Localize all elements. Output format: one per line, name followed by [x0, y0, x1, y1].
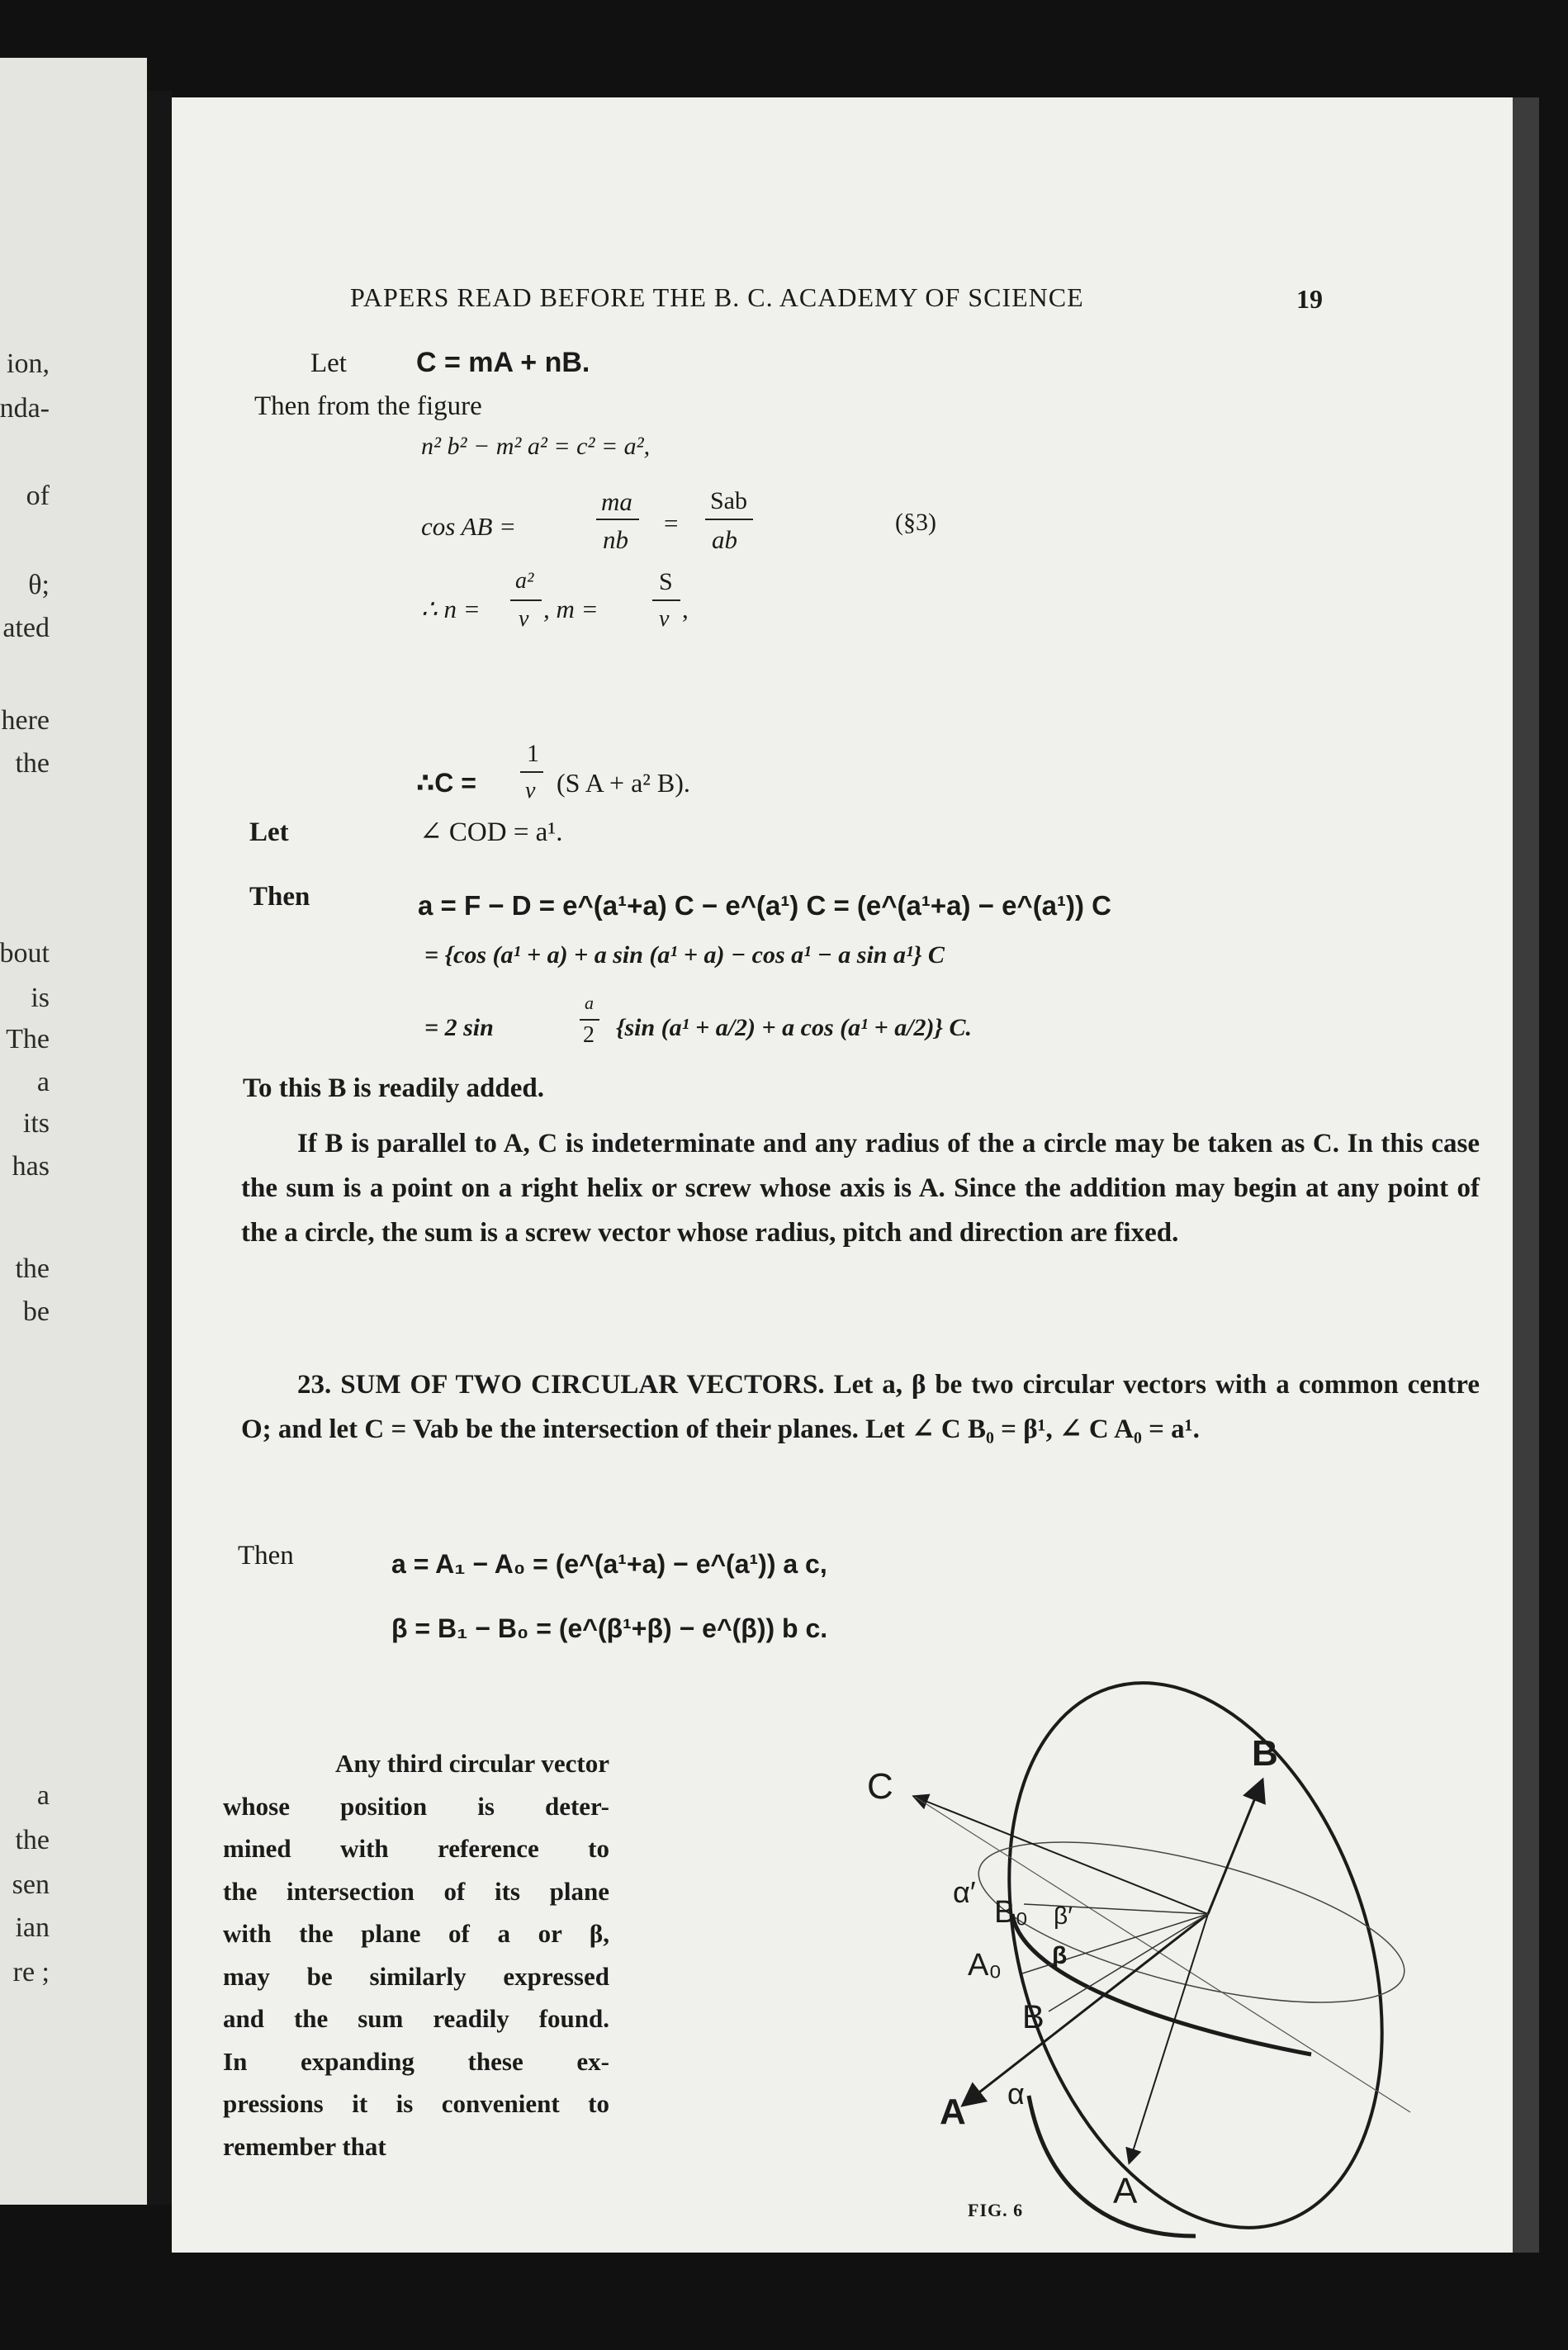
left-page-fragment: of [26, 481, 50, 511]
left-page-fragment: a [36, 1067, 50, 1097]
sidebar-line: the intersection of its plane [223, 1876, 609, 1906]
fraction-numerator: a [585, 993, 594, 1013]
left-page-fragment: is [31, 983, 50, 1013]
let-label: Let [310, 348, 347, 378]
fraction-denominator: v [659, 606, 670, 632]
equation-2-lhs: cos AB = [421, 512, 517, 541]
equation-6: = {cos (a¹ + a) + a sin (a¹ + a) − cos a¹ − a sin a¹} C [424, 941, 945, 969]
fraction-denominator: 2 [583, 1022, 595, 1048]
sidebar-line: remember that [223, 2131, 386, 2161]
figure-caption: FIG. 6 [968, 2200, 1024, 2220]
fraction-bar [580, 1019, 599, 1021]
fraction-denominator: v [519, 606, 529, 632]
left-page-fragment: bout [0, 938, 50, 969]
left-page-fragment: ated [2, 613, 50, 643]
book-gutter [147, 91, 172, 2205]
section-reference: (§3) [895, 509, 936, 536]
section-number: 23. [297, 1370, 332, 1400]
label-c: C [867, 1766, 893, 1807]
radius-line [1024, 1904, 1208, 1914]
fraction-bar [652, 599, 680, 601]
equals-sign: = [664, 509, 679, 538]
left-facing-page [0, 58, 147, 2205]
figure-6-diagram [667, 1666, 1476, 2310]
equation-beta: β = B₁ − B₀ = (e^(β¹+β) − e^(β)) b c. [391, 1613, 828, 1643]
page [172, 97, 1513, 2253]
sidebar-paragraph [223, 1742, 609, 2168]
label-alpha: α [1007, 2077, 1025, 2111]
label-a: A [1113, 2171, 1138, 2211]
label-a-arrow: A [940, 2092, 966, 2132]
left-page-fragment: ian [15, 1912, 50, 1943]
radius-line [1049, 1914, 1208, 2011]
sidebar-line: whose position is deter- [223, 1791, 609, 1821]
left-page-fragment: the [15, 1825, 50, 1855]
sidebar-line: Any third circular vector [334, 1749, 609, 1778]
fraction-numerator: a² [515, 568, 534, 594]
label-b0: B₀ [994, 1895, 1029, 1930]
let-label: Let [249, 817, 289, 847]
fraction-denominator: ab [712, 525, 737, 554]
fraction-bar [596, 519, 639, 520]
fraction-numerator: Sab [710, 487, 747, 514]
equation-angle-cod: ∠ COD = a¹. [419, 817, 563, 847]
sidebar-line: mined with reference to [223, 1834, 609, 1863]
alpha-circle-ellipse [944, 1666, 1447, 2276]
label-b-lower: B [1022, 1999, 1045, 2035]
alpha-arc [1029, 2096, 1196, 2236]
sidebar-line: and the sum readily found. [223, 2004, 609, 2033]
left-page-fragment: its [22, 1108, 50, 1139]
equation-alpha: a = A₁ − A₀ = (e^(a¹+a) − e^(a¹)) a c, [391, 1549, 827, 1579]
left-page-fragment: sen [12, 1869, 50, 1900]
section-23 [241, 1362, 1480, 1452]
left-page-fragment: re ; [12, 1957, 50, 1988]
fraction-bar [705, 519, 753, 520]
equation-c-definition: C = mA + nB. [416, 347, 590, 378]
left-page-fragment: the [15, 748, 50, 779]
fraction-numerator: S [659, 568, 673, 595]
equation-4-rhs: (S A + a² B). [557, 768, 690, 798]
sidebar-line: In expanding these ex- [223, 2046, 609, 2076]
then-label: Then [238, 1541, 294, 1571]
equation-3-mid: , m = [543, 595, 599, 623]
equation-5: a = F − D = e^(a¹+a) C − e^(a¹) C = (e^(a¹+a) − e^(a¹)) C [418, 890, 1112, 921]
left-page-fragment: be [22, 1296, 50, 1327]
label-beta-prime: β′ [1054, 1902, 1073, 1930]
fraction-denominator: nb [603, 525, 628, 554]
then-from-figure: Then from the figure [254, 391, 482, 421]
equation-4-lhs: ∴C = [416, 768, 476, 798]
left-page-fragment: nda- [0, 393, 50, 424]
page-number: 19 [1296, 284, 1323, 314]
to-this-b-added: To this B is readily added. [243, 1073, 544, 1103]
fraction-numerator: 1 [527, 740, 539, 767]
left-page-fragment: a [36, 1780, 50, 1811]
paragraph-parallel-case: If B is parallel to A, C is indeterminate and any radius of the a circle may be taken as C. In this case the sum is a point on a right helix or screw whose axis is A. Since the addition may begin at any point of the a circle, the sum is a screw vector whose radius, pitch and direction are fixed. [241, 1129, 1480, 1248]
then-label: Then [249, 882, 310, 912]
fraction-denominator: v [525, 778, 536, 803]
running-header: PAPERS READ BEFORE THE B. C. ACADEMY OF SCIENCE [350, 282, 1084, 312]
label-alpha-prime: α′ [953, 1875, 976, 1909]
page-edge [1513, 97, 1539, 2253]
a-bottom-vector-line [1130, 1914, 1208, 2162]
left-page-fragment: θ; [28, 570, 50, 600]
fraction-numerator: ma [601, 487, 632, 516]
left-page-fragment: has [12, 1151, 50, 1182]
sidebar-line: may be similarly expressed [223, 1961, 609, 1991]
label-a0: A₀ [968, 1948, 1002, 1983]
equation-7-body: {sin (a¹ + a/2) + a cos (a¹ + a/2)} C. [616, 1014, 972, 1041]
left-page-fragment: ion, [7, 348, 50, 379]
equation-1: n² b² − m² a² = c² = a², [421, 433, 651, 460]
label-b: B [1252, 1733, 1278, 1774]
section-text: Let a, β be two circular vectors with a common centre O; and let C = Vab be the intersection of their planes. Let ∠ C B₀ = β¹, ∠ C A₀ = a¹. [241, 1370, 1480, 1444]
left-page-fragment: The [6, 1024, 50, 1054]
label-beta: β [1052, 1942, 1068, 1969]
left-page-fragment: here [1, 705, 50, 736]
fraction-bar [520, 771, 543, 773]
equation-7-prefix: = 2 sin [424, 1014, 494, 1041]
comma: , [682, 595, 689, 623]
sidebar-line: pressions it is convenient to [223, 2089, 609, 2118]
sidebar-line: with the plane of a or β, [223, 1919, 609, 1948]
a-vector-line [964, 1914, 1208, 2104]
b-vector-line [1208, 1782, 1262, 1914]
beta-arc [1012, 1914, 1311, 2054]
left-page-fragment: the [15, 1253, 50, 1284]
section-title: SUM OF TWO CIRCULAR VECTORS. [340, 1370, 825, 1400]
fraction-bar [510, 599, 542, 601]
equation-3-lhs: ∴ n = [421, 595, 481, 623]
